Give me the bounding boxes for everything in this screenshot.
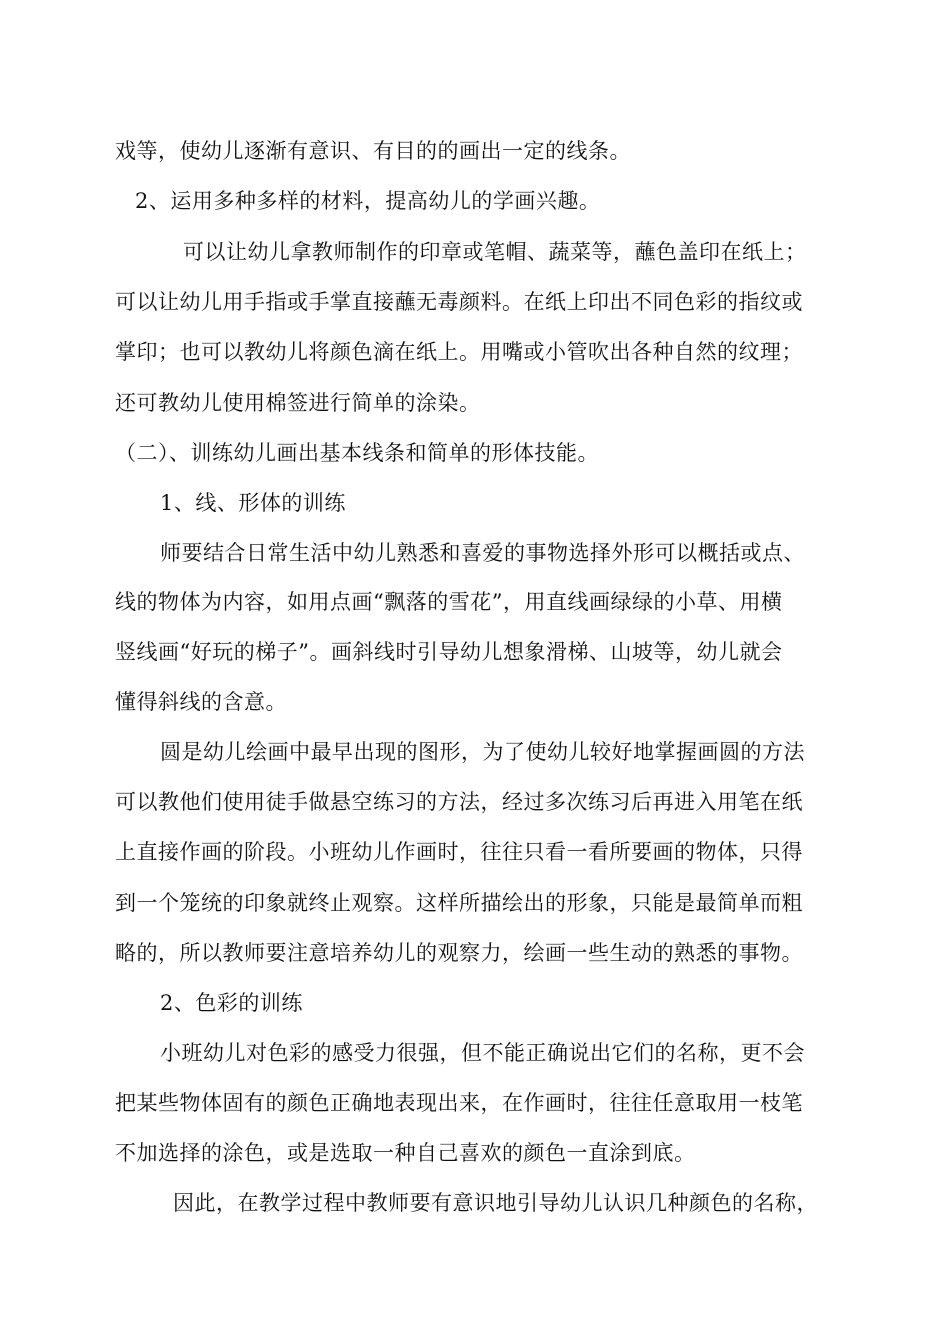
- text-line: 小班幼儿对色彩的感受力很强，但不能正确说出它们的名称，更不会: [160, 1041, 805, 1065]
- text-line: 竖线画“好玩的梯子”。画斜线时引导幼儿想象滑梯、山坡等，幼儿就会: [115, 640, 783, 664]
- subsection-heading: 1、线、形体的训练: [160, 491, 346, 515]
- text-line: 可以让幼儿拿教师制作的印章或笔帽、蔬菜等，蘸色盖印在纸上；: [183, 240, 807, 264]
- text-line: 圆是幼儿绘画中最早出现的图形，为了使幼儿较好地掌握画圆的方法: [160, 740, 805, 764]
- text-line: 线的物体为内容，如用点画“飘落的雪花”，用直线画绿绿的小草、用横: [115, 590, 783, 614]
- subsection-heading: 2、色彩的训练: [160, 991, 303, 1015]
- text-line: 懂得斜线的含意。: [115, 690, 287, 714]
- section-heading: （二）、训练幼儿画出基本线条和简单的形体技能。: [115, 441, 599, 465]
- text-line: 师要结合日常生活中幼儿熟悉和喜爱的事物选择外形可以概括或点、: [160, 541, 805, 565]
- text-line: 到一个笼统的印象就终止观察。这样所描绘出的形象，只能是最简单而粗: [115, 891, 803, 915]
- text-line: 戏等，使幼儿逐渐有意识、有目的的画出一定的线条。: [115, 139, 631, 163]
- text-line: 略的，所以教师要注意培养幼儿的观察力，绘画一些生动的熟悉的事物。: [115, 941, 803, 965]
- text-line: 掌印；也可以教幼儿将颜色滴在纸上。用嘴或小管吹出各种自然的纹理；: [115, 340, 803, 364]
- text-line: 把某些物体固有的颜色正确地表现出来，在作画时，往往任意取用一枝笔: [115, 1091, 803, 1115]
- text-line: 因此，在教学过程中教师要有意识地引导幼儿认识几种颜色的名称，: [173, 1191, 818, 1215]
- text-line: 不加选择的涂色，或是选取一种自己喜欢的颜色一直涂到底。: [115, 1141, 696, 1165]
- text-line: 上直接作画的阶段。小班幼儿作画时，往往只看一看所要画的物体，只得: [115, 840, 803, 864]
- list-item-heading: 2、运用多种多样的材料，提高幼儿的学画兴趣。: [135, 189, 601, 213]
- text-line: 可以教他们使用徒手做悬空练习的方法，经过多次练习后再进入用笔在纸: [115, 790, 803, 814]
- text-line: 还可教幼儿使用棉签进行简单的涂染。: [115, 391, 481, 415]
- text-line: 可以让幼儿用手指或手掌直接蘸无毒颜料。在纸上印出不同色彩的指纹或: [115, 290, 803, 314]
